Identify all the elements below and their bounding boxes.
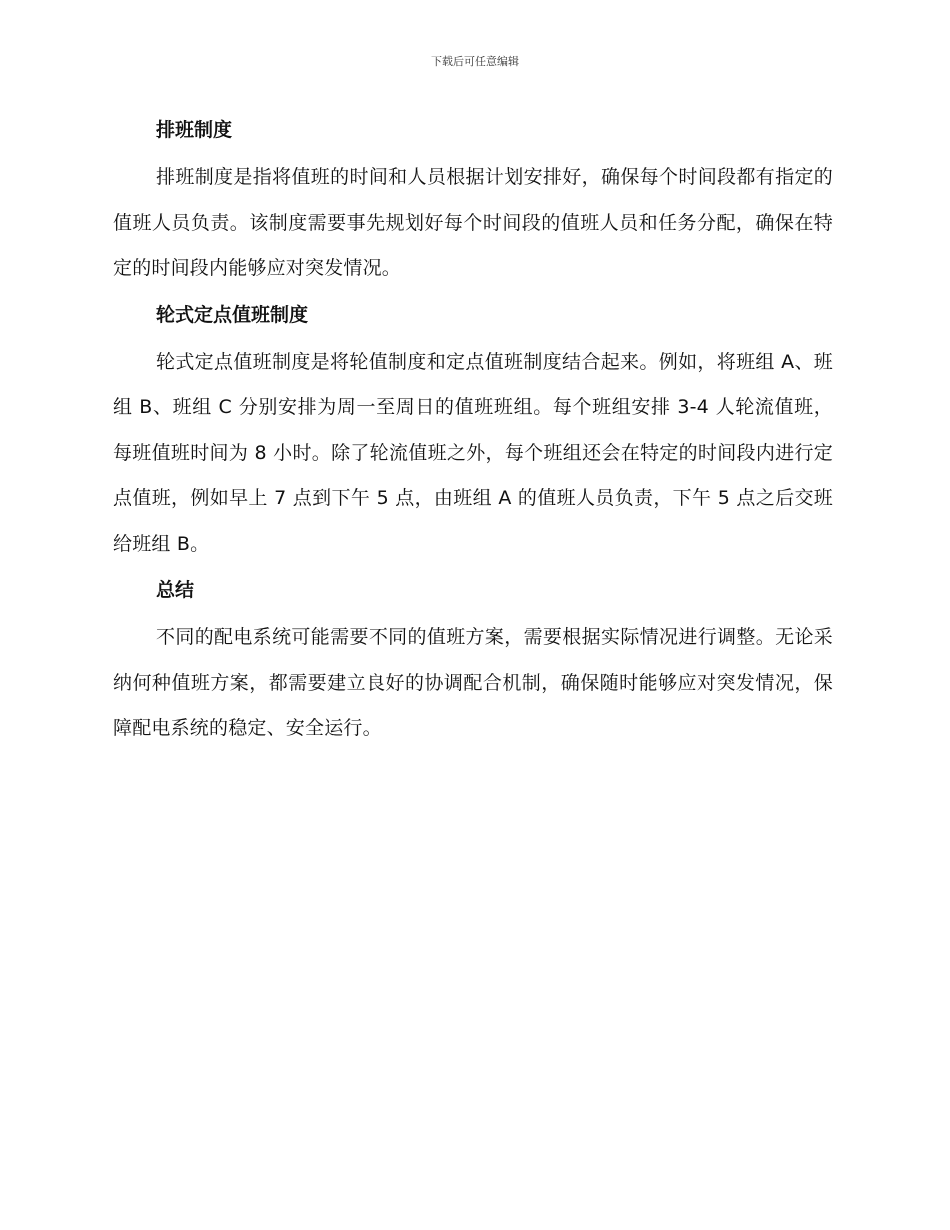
- section-summary: [113, 570, 833, 752]
- section-paragraph: 排班制度是指将值班的时间和人员根据计划安排好，确保每个时间段都有指定的值班人员负责。该制度需要事先规划好每个时间段的值班人员和任务分配，确保在特定的时间段内能够应对突发情况。: [113, 166, 833, 279]
- section-heading: 排班制度: [156, 119, 233, 141]
- document-body: [113, 110, 833, 752]
- section-scheduling: [113, 110, 833, 295]
- section-paragraph: 轮式定点值班制度是将轮值制度和定点值班制度结合起来。例如，将班组 A、班组 B、班组 C 分别安排为周一至周日的值班班组。每个班组安排 3-4 人轮流值班，每班值班时间为 8 小时。除了轮流值班之外，每个班组还会在特定的时间段内进行定点值班，例如早上 7 点到下午 5 点，由班组 A 的值班人员负责，下午 5 点之后交班给班组 B。: [113, 350, 833, 555]
- page-header: 下载后可任意编辑: [431, 55, 519, 68]
- section-heading: 轮式定点值班制度: [156, 303, 309, 326]
- section-heading: 总结: [156, 579, 195, 601]
- section-paragraph: 不同的配电系统可能需要不同的值班方案，需要根据实际情况进行调整。无论采纳何种值班方案，都需要建立良好的协调配合机制，确保随时能够应对突发情况，保障配电系统的稳定、安全运行。: [113, 626, 833, 739]
- section-rotation-fixed-duty: [113, 295, 833, 571]
